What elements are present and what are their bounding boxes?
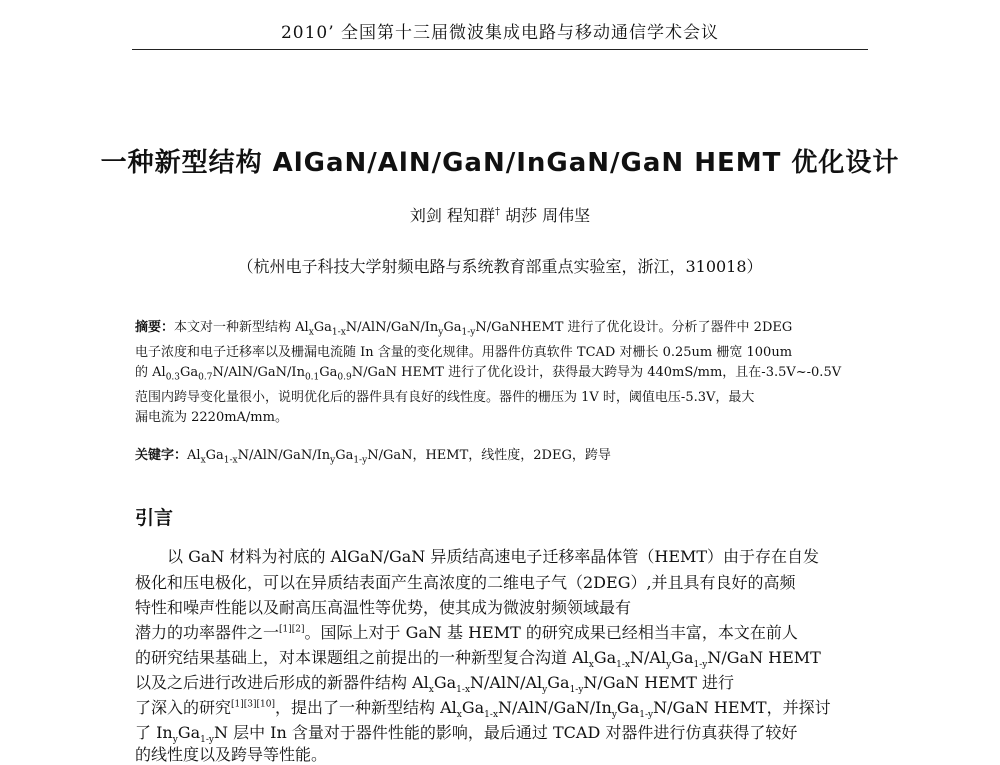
intro-text: Ga [593,648,617,667]
intro-line: 以 GaN 材料为衬底的 AlGaN/GaN 异质结高速电子迁移率晶体管（HEMT）由于存在自发 [167,547,820,566]
abstract-text: N/GaNHEMT 进行了优化设计。分析了器件中 2DEG [475,320,793,335]
abstract-text: Ga [319,364,338,380]
intro-text: 了深入的研究 [135,698,232,717]
subscript: x [588,660,594,671]
intro-text: Ga [177,723,201,742]
intro-text: 了 In [135,723,173,742]
abstract-line: 范围内跨导变化量很小，说明优化后的器件具有良好的线性度。器件的栅压为 1V 时，阈值电压-5.3V，最大 [135,389,755,405]
abstract-label: 摘要： [135,320,175,335]
intro-text: 的研究结果基础上，对本课题组之前提出的一种新型复合沟道 Al [135,648,589,667]
subscript: 1-x [616,660,631,671]
subscript: 1-y [353,455,368,466]
keywords-label: 关键字： [135,448,188,463]
subscript: x [308,327,314,338]
abstract-line: 电子浓度和电子迁移率以及栅漏电流随 In 含量的变化规律。用器件仿真软件 TCAD 对栅长 0.25um 栅宽 100um [135,345,793,361]
keywords-text: Ga [205,448,224,463]
subscript: 1-y [569,685,584,696]
paper-title: 一种新型结构 AlGaN/AlN/GaN/InGaN/GaN HEMT 优化设计 [100,148,900,178]
intro-line [135,670,875,695]
authors [0,203,1000,226]
subscript: x [200,455,206,466]
abstract-text: Ga [313,320,332,335]
subscript: 0.7 [198,372,213,383]
conference-header: 2010’ 全国第十三届微波集成电路与移动通信学术会议 [280,23,720,43]
subscript: 1-y [200,735,214,746]
intro-text: N/Al [630,648,667,667]
subscript: 0.1 [304,372,320,383]
intro-text: Ga [547,673,570,692]
intro-text: ，提出了一种新型结构 Al [275,698,457,717]
intro-line [135,620,875,643]
abstract-text: N/GaN HEMT 进行了优化设计，获得最大跨导为 440mS/mm，且在-3.5V~-0.5V [351,364,842,380]
intro-text: N/GaN HEMT 进行 [583,673,734,692]
citation: [1][3][10] [231,699,275,710]
authors-rest: 胡莎 周伟坚 [499,206,591,225]
abstract-text: N/AlN/GaN/In [345,320,439,335]
intro-line: 极化和压电极化，可以在异质结表面产生高浓度的二维电子气（2DEG）,并且具有良好的高频 [135,573,796,592]
subscript: 1-y [693,660,708,671]
abstract-line [135,363,867,388]
subscript: 1-x [331,327,346,338]
author-mark: † [494,206,500,218]
abstract-text: Ga [180,364,199,380]
abstract-line: 漏电流为 2220mA/mm。 [135,409,288,425]
subscript: x [428,685,434,696]
subscript: 1-y [639,710,654,721]
abstract-text: Ga [443,320,462,335]
subscript: 1-x [223,455,238,466]
intro-text: 以及之后进行改进后形成的新器件结构 Al [135,673,429,692]
subscript: 1-x [456,685,471,696]
intro-line: 特性和噪声性能以及耐高压高温性等优势，使其成为微波射频领域最有 [135,598,632,617]
intro-text: N/GaN HEMT [707,648,821,667]
citation: [1][2] [279,624,305,635]
subscript: y [666,660,672,671]
subscript: 0.9 [337,372,352,383]
intro-text: 潜力的功率器件之一 [135,623,280,642]
keywords-text: N/GaN，HEMT，线性度，2DEG，跨导 [367,448,611,463]
intro-text: Ga [616,698,640,717]
keywords-text: N/AlN/GaN/In [237,448,331,463]
intro-text: Ga [461,698,485,717]
subscript: y [172,735,178,746]
keywords-text: Ga [335,448,354,463]
keywords [135,444,867,466]
keywords-text: Al [187,448,201,463]
intro-text: N/GaN HEMT，并探讨 [653,698,831,717]
subscript: 0.3 [165,372,181,383]
authors-main: 刘剑 程知群 [409,206,495,225]
intro-text: Ga [433,673,457,692]
abstract-text: 的 Al [135,364,166,380]
subscript: 1-x [484,710,499,721]
abstract-line [135,318,867,343]
intro-line: 的线性度以及跨导等性能。 [135,745,328,764]
header-rule [132,49,868,50]
intro-line [135,645,875,670]
subscript: 1-y [461,327,476,338]
intro-text: N 层中 In 含量对于器件性能的影响，最后通过 TCAD 对器件进行仿真获得了较好 [214,723,798,742]
intro-text: Ga [671,648,694,667]
affiliation: （杭州电子科技大学射频电路与系统教育部重点实验室，浙江，310018） [237,257,763,276]
abstract-text: 本文对一种新型结构 Al [174,320,309,335]
intro-text: N/AlN/GaN/In [498,698,612,717]
subscript: y [330,455,336,466]
subscript: y [542,685,548,696]
intro-text: 。国际上对于 GaN 基 HEMT 的研究成果已经相当丰富，本文在前人 [304,623,798,642]
subscript: y [611,710,617,721]
intro-line [135,695,875,720]
abstract [135,318,867,427]
intro-text: N/AlN/Al [470,673,543,692]
section-heading-intro: 引言 [135,507,174,529]
subscript: x [456,710,462,721]
abstract-text: N/AlN/GaN/In [212,364,305,380]
subscript: y [438,327,444,338]
